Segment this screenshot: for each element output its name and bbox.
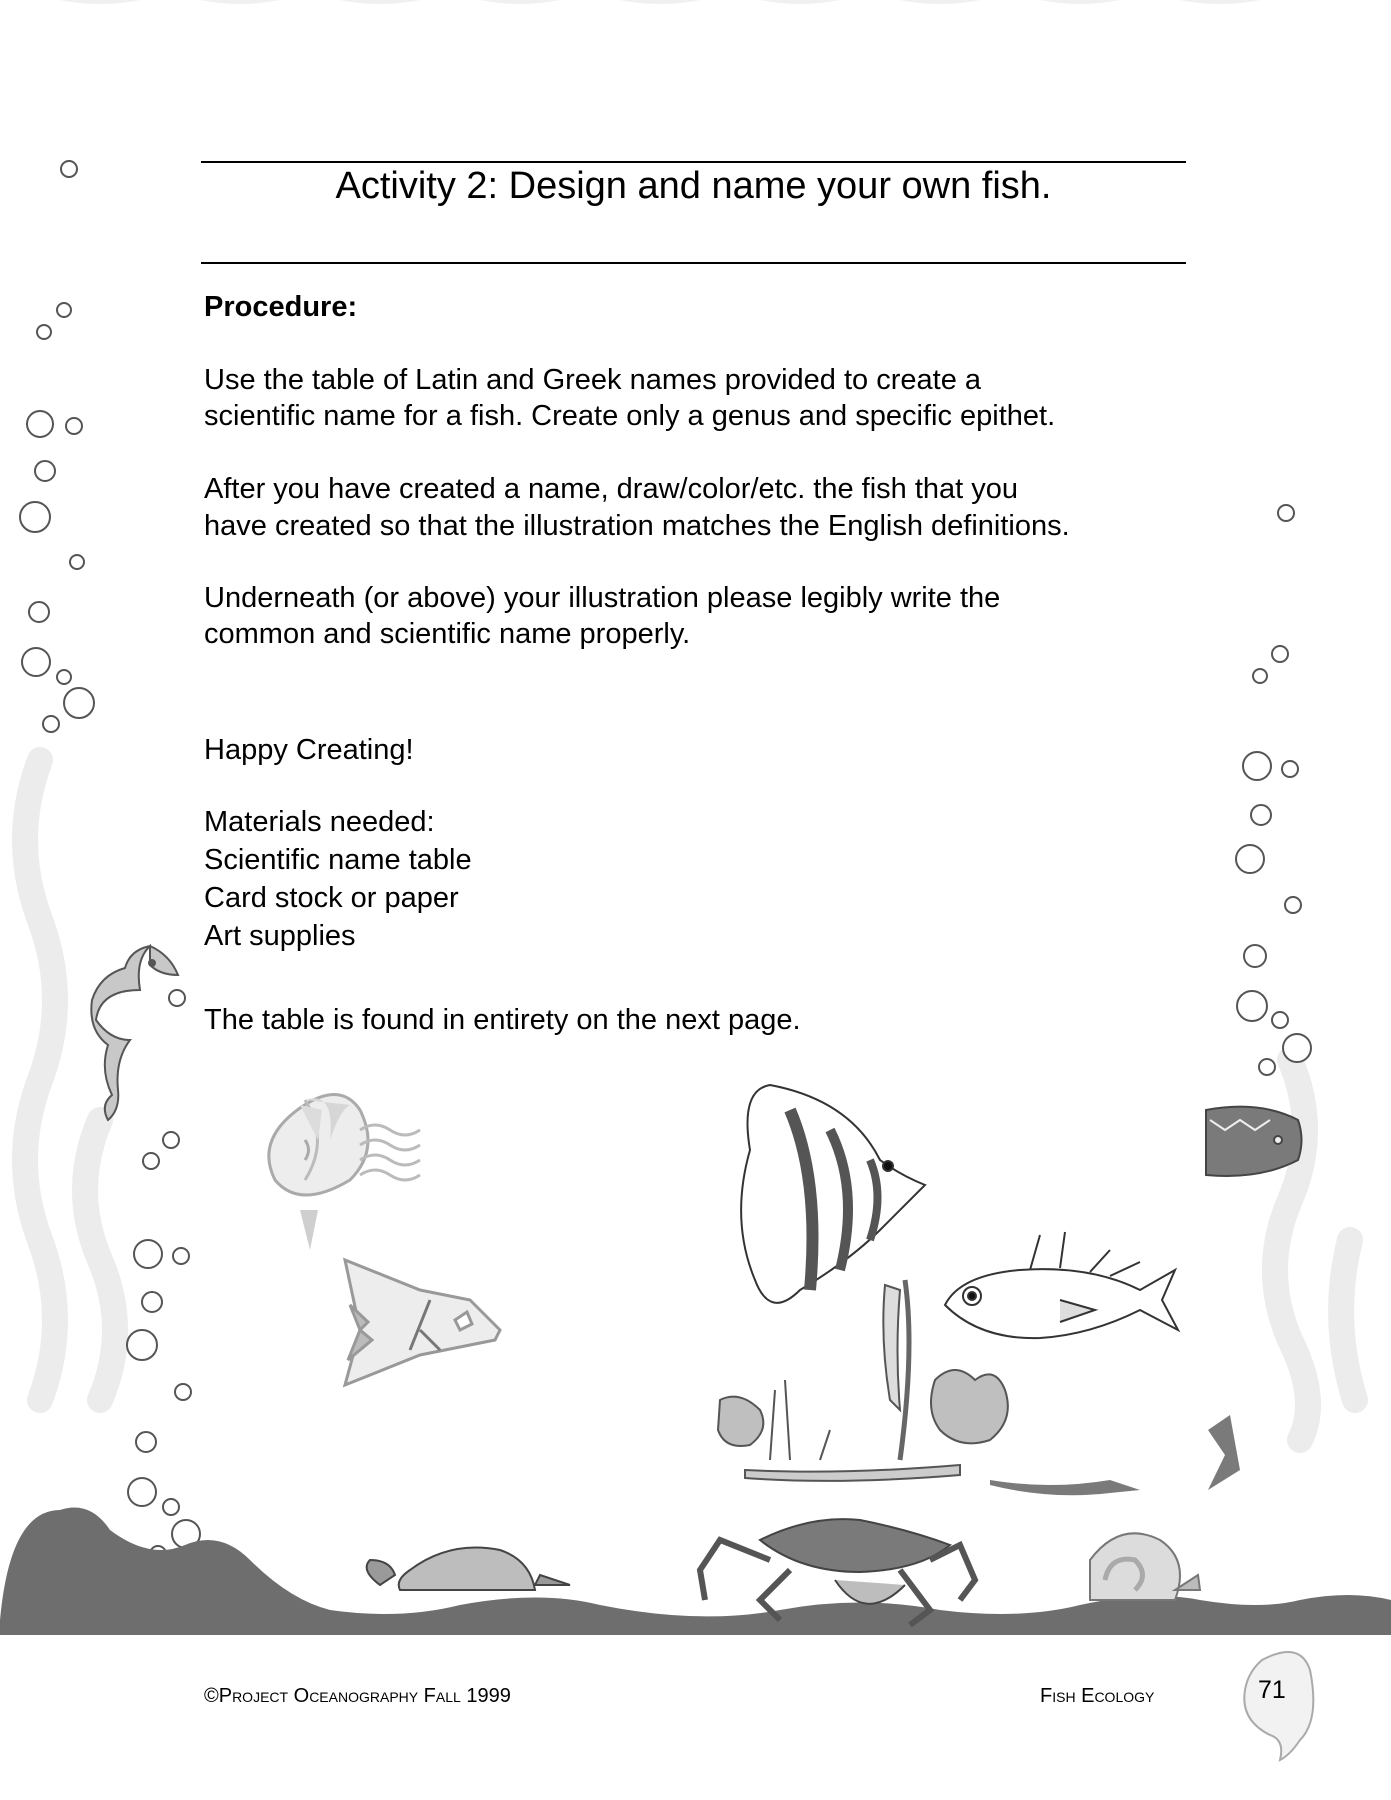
bubble: [22, 648, 50, 676]
bubble: [27, 411, 53, 437]
bubble: [128, 1478, 156, 1506]
bubble: [57, 670, 71, 684]
procedure-paragraph-2-line-2: have created so that the illustration matches the English definitions.: [204, 510, 1070, 542]
footer-left: ©Project Oceanography Fall 1999: [204, 1685, 511, 1707]
bubble: [136, 1432, 156, 1452]
bubble: [43, 716, 59, 732]
materials-item: Card stock or paper: [204, 882, 459, 914]
bubble: [37, 325, 51, 339]
procedure-paragraph-1-line-1: Use the table of Latin and Greek names provided to create a: [204, 364, 982, 396]
bubble: [1272, 646, 1288, 662]
procedure-paragraph-3-line-1: Underneath (or above) your illustration please legibly write the: [204, 582, 1001, 614]
bubble: [1244, 945, 1266, 967]
title-rule-bottom: [201, 262, 1186, 264]
bubble: [1259, 1059, 1275, 1075]
bubble: [35, 461, 55, 481]
bubble: [173, 1248, 189, 1264]
page-number-fish-icon: [1244, 1652, 1313, 1760]
bubble: [175, 1384, 191, 1400]
bubble: [143, 1153, 159, 1169]
bubble: [1236, 845, 1264, 873]
round-fish-illustration: [269, 1094, 420, 1250]
bubble: [163, 1132, 179, 1148]
bubble: [20, 502, 50, 532]
bubble: [127, 1330, 157, 1360]
angular-fish-illustration: [345, 1260, 500, 1385]
turtle-illustration: [367, 1548, 570, 1591]
procedure-heading: Procedure:: [204, 291, 358, 323]
procedure-paragraph-1-line-2: scientific name for a fish. Create only a genus and specific epithet.: [204, 400, 1056, 432]
spiny-fish-illustration: [945, 1232, 1178, 1338]
piranha-illustration: [1206, 1107, 1302, 1176]
bubble: [169, 990, 185, 1006]
procedure-paragraph-3-line-2: common and scientific name properly.: [204, 618, 691, 650]
bubble: [163, 1499, 179, 1515]
sea-floor: [0, 1508, 1391, 1636]
table-note: The table is found in entirety on the next page.: [204, 1004, 801, 1036]
bubble: [1243, 752, 1271, 780]
bubble: [1282, 761, 1298, 777]
snail-illustration: [1090, 1533, 1200, 1600]
angelfish-illustration: [741, 1085, 925, 1303]
materials-heading: Materials needed:: [204, 806, 435, 838]
top-wave-border: [60, 0, 1260, 4]
bubble: [134, 1240, 162, 1268]
bubble: [1237, 991, 1267, 1021]
bubble: [64, 688, 94, 718]
footer-right: Fish Ecology: [1040, 1685, 1155, 1707]
bubble: [1251, 805, 1271, 825]
bubble: [29, 602, 49, 622]
procedure-paragraph-2-line-1: After you have created a name, draw/color/etc. the fish that you: [204, 473, 1019, 505]
bubble: [1283, 1034, 1311, 1062]
tail-fin-illustration: [990, 1415, 1240, 1495]
bubble: [61, 161, 77, 177]
bubble: [57, 303, 71, 317]
materials-item: Art supplies: [204, 920, 356, 952]
bubble: [1272, 1012, 1288, 1028]
bubble: [142, 1292, 162, 1312]
bubble: [1285, 897, 1301, 913]
page-number: 71: [1258, 1676, 1286, 1704]
bubble: [70, 555, 84, 569]
activity-title: Activity 2: Design and name your own fish.: [335, 165, 1052, 207]
seahorse-illustration: [91, 946, 178, 1120]
bubble: [1253, 669, 1267, 683]
bubble: [66, 418, 82, 434]
closing-line: Happy Creating!: [204, 734, 414, 766]
bubble: [1278, 505, 1294, 521]
materials-item: Scientific name table: [204, 844, 472, 876]
